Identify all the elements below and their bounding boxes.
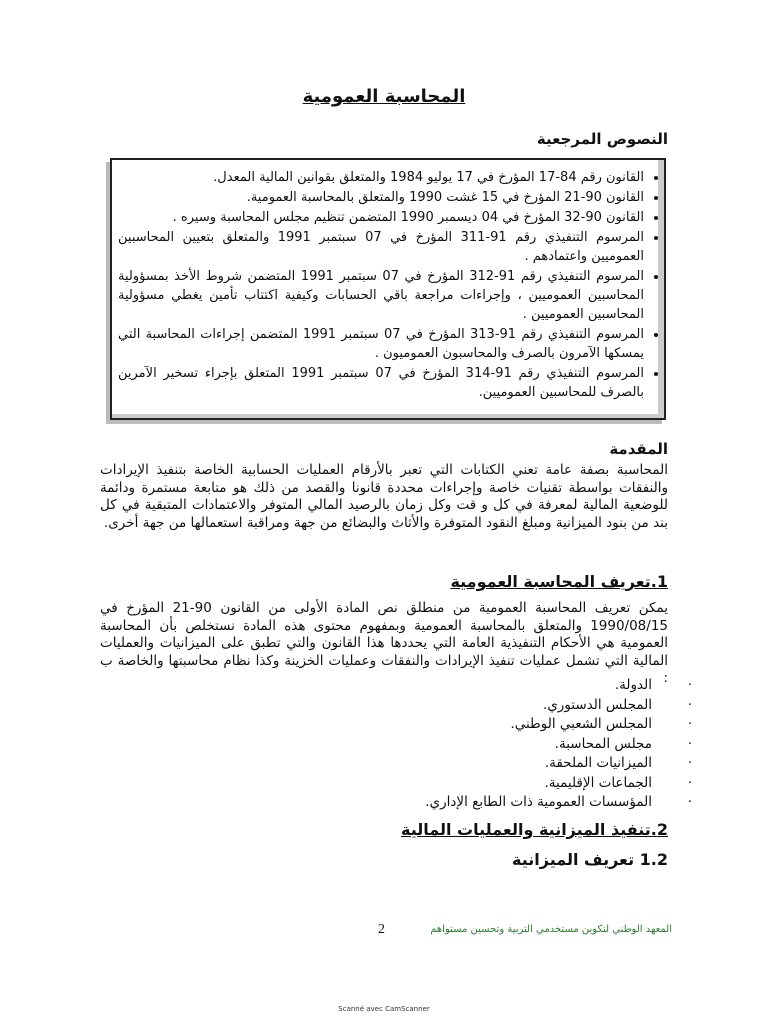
list-item: · الجماعات الإقليمية. xyxy=(352,774,652,794)
reference-item: • القانون 90-21 المؤرخ في 15 غشت 1990 والمتعلق بالمحاسبة العمومية. xyxy=(118,188,644,207)
list-item: · الدولة. xyxy=(352,676,652,696)
list-item: · مجلس المحاسبة. xyxy=(352,735,652,755)
page-number: 2 xyxy=(378,922,385,937)
section2-heading: 2.تنفيذ الميزانية والعمليات المالية xyxy=(401,820,668,839)
list-item: · المجلس الشعبي الوطني. xyxy=(352,715,652,735)
section1-heading: 1.تعريف المحاسبة العمومية xyxy=(450,572,668,591)
reference-item: • المرسوم التنفيذي رقم 91-311 المؤرخ في 07 سبتمبر 1991 والمتعلق بتعيين المحاسبين العموميين واعتمادهم . xyxy=(118,228,644,266)
references-heading: النصوص المرجعية xyxy=(536,130,668,148)
reference-item: • المرسوم التنفيذي رقم 91-312 المؤرخ في 07 سبتمبر 1991 المتضمن شروط الأخذ بمسؤولية المحاسبين العموميين ، وإجراءات مراجعة باقي الحسابات وكيفية اكتتاب تأمين يغطي مسؤولية المحاسبين العموميين . xyxy=(118,267,644,324)
references-box xyxy=(110,158,666,420)
footer-institution: المعهد الوطني لتكوين مستخدمي التربية وتحسين مستواهم xyxy=(430,924,672,935)
intro-paragraph: المحاسبة بصفة عامة تعني الكتابات التي تعبر بالأرقام العمليات الحسابية الخاصة بتنفيذ الإيرادات والنفقات بواسطة تقنيات خاصة وإجراءات محددة قانونا والقصد من ذلك هو متابعة مستمرة ودائمة للوضعية المالية لمعرفة في كل و قت وكل زمان بالرصيد المالي المتوفر والاعتمادات المتبقية في كل بند من بنود الميزانية ومبلغ النقود المتوفرة والأثاث والبضائع من جهة ومراقبة استعمالها من جهة أخرى. xyxy=(100,462,668,531)
page-title: المحاسبة العمومية xyxy=(302,86,466,107)
intro-heading: المقدمة xyxy=(609,440,668,458)
scanner-watermark: Scanné avec CamScanner xyxy=(338,1005,430,1013)
reference-item: • المرسوم التنفيذي رقم 91-313 المؤرخ في 07 سبتمبر 1991 المتضمن إجراءات المحاسبة التي يمسكها الآمرون بالصرف والمحاسبون العموميون . xyxy=(118,325,644,363)
section1-paragraph: يمكن تعريف المحاسبة العمومية من منطلق نص المادة الأولى من القانون 90-21 المؤرخ في 1990/08/15 والمتعلق بالمحاسبة العمومية وبمفهوم محتوى هذه المادة نستخلص بأن المحاسبة العمومية هي الأحكام التنفيذية العامة التي يحددها هذا القانون والتي تطبق على الميزانيات والعمليات المالية التي تشمل عمليات تنفيذ الإيرادات والنفقات وعمليات الخزينة وكذا نظام محاسبتها والخاصة ب : xyxy=(100,600,668,686)
reference-item: • القانون رقم 84-17 المؤرخ في 17 يوليو 1984 والمتعلق بقوانين المالية المعدل. xyxy=(118,168,644,187)
list-item: · الميزانيات الملحقة. xyxy=(352,754,652,774)
section21-heading: 1.2 تعريف الميزانية xyxy=(512,850,668,869)
entities-list xyxy=(352,676,668,813)
references-list xyxy=(118,168,656,402)
list-item: · المؤسسات العمومية ذات الطابع الإداري. xyxy=(352,793,652,813)
reference-item: • المرسوم التنفيذي رقم 91-314 المؤرخ في 07 سبتمبر 1991 المتعلق بإجراء تسخير الآمرين بالصرف للمحاسبين العموميين. xyxy=(118,364,644,402)
list-item: · المجلس الدستوري. xyxy=(352,696,652,716)
reference-item: • القانون 90-32 المؤرخ في 04 ديسمبر 1990 المتضمن تنظيم مجلس المحاسبة وسيره . xyxy=(118,208,644,227)
